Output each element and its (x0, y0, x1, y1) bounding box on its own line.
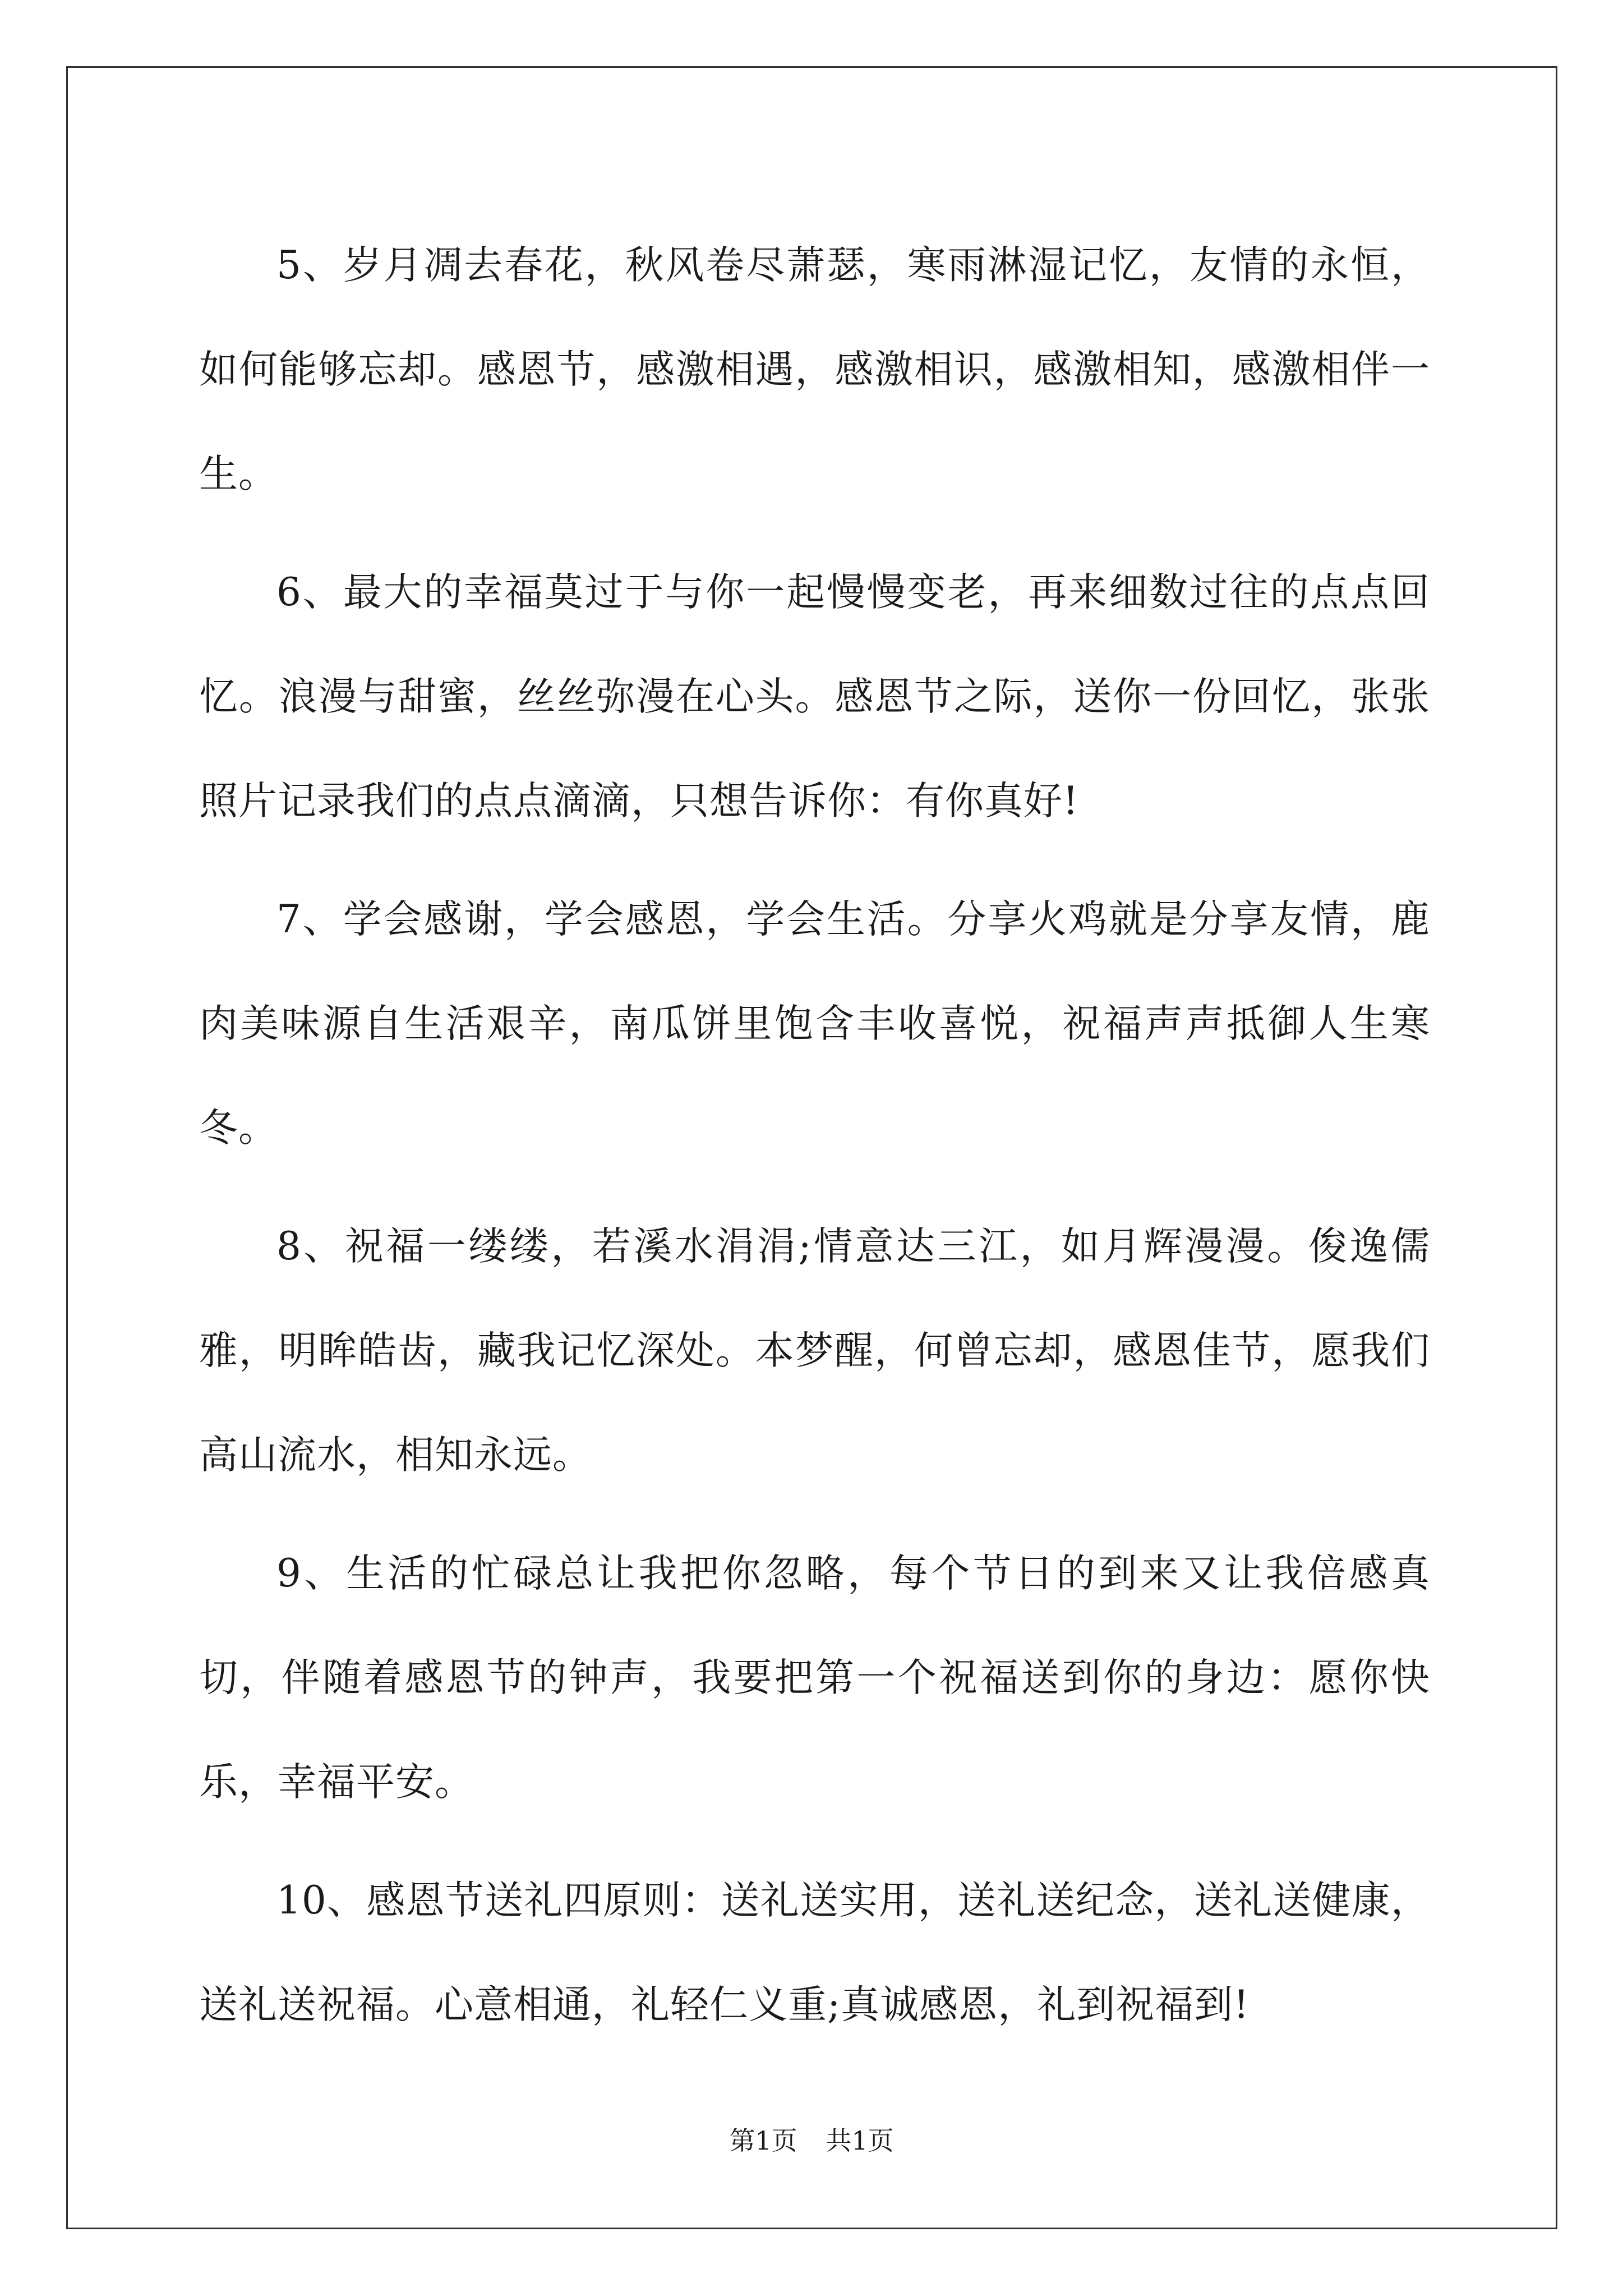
page-number-total: 共1页 (826, 2125, 894, 2156)
page-number-current: 第1页 (729, 2125, 797, 2156)
paragraph-9: 9、生活的忙碌总让我把你忽略，每个节日的到来又让我倍感真切，伴随着感恩节的钟声，我要把第一个祝福送到你的身边：愿你快乐，幸福平安。 (199, 1551, 1430, 1805)
paragraph-7: 7、学会感谢，学会感恩，学会生活。分享火鸡就是分享友情，鹿肉美味源自生活艰辛，南瓜饼里饱含丰收喜悦，祝福声声抵御人生寒冬。 (199, 897, 1430, 1151)
paragraph-8: 8、祝福一缕缕，若溪水涓涓;情意达三江，如月辉漫漫。俊逸儒雅，明眸皓齿，藏我记忆深处。本梦醒，何曾忘却，感恩佳节，愿我们高山流水，相知永远。 (199, 1224, 1430, 1478)
document-body (199, 213, 1430, 2071)
paragraph-10: 10、感恩节送礼四原则：送礼送实用，送礼送纪念，送礼送健康，送礼送祝福。心意相通，礼轻仁义重;真诚感恩，礼到祝福到! (199, 1878, 1430, 2027)
paragraph-6: 6、最大的幸福莫过于与你一起慢慢变老，再来细数过往的点点回忆。浪漫与甜蜜，丝丝弥漫在心头。感恩节之际，送你一份回忆，张张照片记录我们的点点滴滴，只想告诉你：有你真好! (199, 570, 1430, 823)
page-footer (0, 2120, 1623, 2157)
paragraph-5: 5、岁月凋去春花，秋风卷尽萧瑟，寒雨淋湿记忆，友情的永恒，如何能够忘却。感恩节，感激相遇，感激相识，感激相知，感激相伴一生。 (199, 243, 1430, 496)
